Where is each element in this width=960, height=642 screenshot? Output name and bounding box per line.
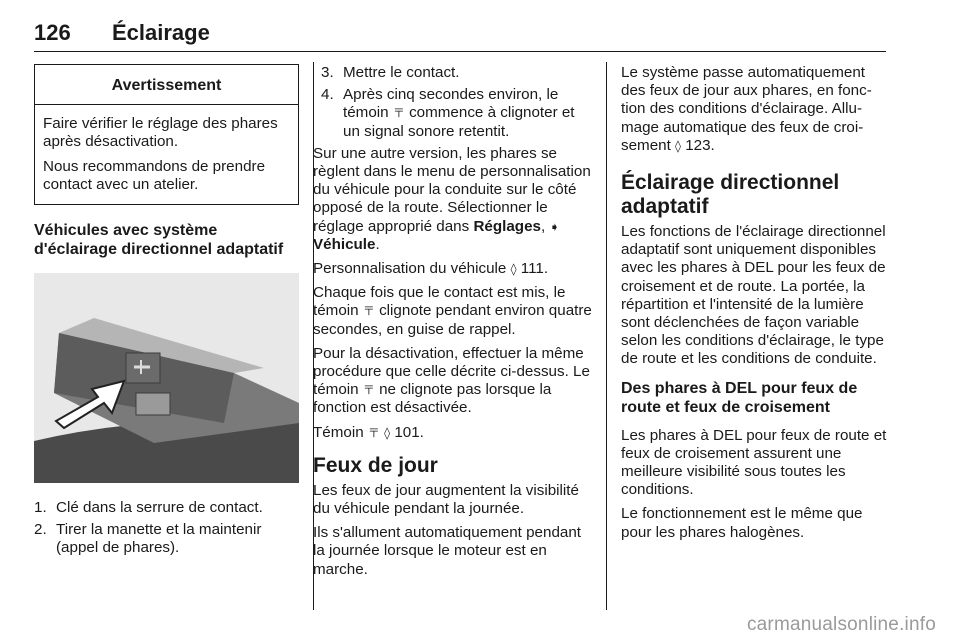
list-number: 1. [34, 499, 47, 517]
menu-path-settings: Réglages [473, 217, 541, 235]
paragraph-text: Personnalisation du véhicule [313, 260, 507, 278]
body-paragraph: Les feux de jour augmentent la visibilité du véhicule pendant la journée. [313, 481, 579, 518]
page-reference-icon: ◊ [510, 262, 517, 277]
subheading: Des phares à DEL pour feux de route et feux de croisement [621, 379, 858, 416]
page-reference: 111. [520, 260, 549, 278]
subheading: Véhicules avec système d'éclairage directionnel adaptatif [34, 222, 284, 259]
paragraph-text: Témoin [313, 423, 364, 441]
paragraph-text: ne clignote pas lorsque la fonction est désactivée. [313, 381, 552, 417]
lamp-icon: 〒 [362, 304, 375, 319]
watermark: carmanualsonline.info [746, 614, 936, 635]
menu-path-vehicle: Véhicule [313, 235, 376, 253]
warning-title: Avertissement [35, 65, 298, 105]
menu-arrow-icon: ➧ [549, 219, 560, 234]
warning-box [34, 64, 299, 205]
body-paragraph [313, 284, 593, 339]
paragraph-text: Pour la désactivation, effectuer la même procédure que celle décrite ci-dessus. Le témoin [313, 344, 590, 399]
body-paragraph: Les fonctions de l'éclairage directionnel adaptatif sont uniquement disponibles avec les phares à DEL pour les feux de croisement et de route. La portée, la répartition et l'intensité de la lumière sont déclenchées de façon variable selon les conditions d'éclairage, le type de route et les conditions de conduite. [621, 223, 886, 368]
page-number: 126 [34, 20, 71, 45]
lamp-icon: 〒 [367, 425, 380, 440]
page-reference: 101. [394, 423, 424, 441]
body-paragraph [621, 64, 889, 155]
section-title: Éclairage directionnel adaptatif [621, 171, 840, 219]
body-paragraph: Les phares à DEL pour feux de route et feux de croisement assurent une meilleure visibilité sous toutes les conditions. [621, 426, 887, 499]
list-text-part: Après cinq secondes environ, le témoin [343, 86, 559, 122]
lamp-icon: 〒 [392, 106, 405, 121]
lamp-icon: 〒 [362, 383, 375, 398]
page-reference: 123. [685, 136, 715, 154]
paragraph-text: Le système passe automatiquement des feux de jour aux phares, en fonction des conditions d'éclairage. Allumage automatique des feux de croisement [621, 64, 872, 154]
page-reference-icon: ◊ [675, 138, 681, 153]
page-header-title: Éclairage [112, 20, 210, 45]
list-text: Mettre le contact. [343, 64, 460, 81]
body-paragraph [313, 424, 593, 442]
list-item [313, 86, 593, 141]
header-rule [34, 51, 886, 52]
stalk-lever-drawing [34, 273, 299, 483]
column-2 [313, 64, 593, 585]
list-text: Tirer la manette et la maintenir (appel de phares). [56, 521, 262, 557]
list-item [34, 521, 299, 557]
list-number: 3. [321, 64, 334, 81]
paragraph-text: Sur une autre version, les phares se règlent dans le menu de personnalisation du véhicule pour la conduite sur le côté opposé de la route. Sélectionner le réglage approprié dans [313, 144, 591, 235]
list-text: Clé dans la serrure de contact. [56, 499, 263, 517]
body-paragraph: Sur une autre version, les phares se règlent dans le menu de personnalisation du véhicule pour la conduite sur le côté opposé de la route. Sélectionner le réglage approprié dans Réglages, ➧ Véhicule. [313, 144, 591, 253]
column-3 [621, 64, 889, 548]
warning-paragraph: Faire vérifier le réglage des phares après désactivation. [43, 115, 278, 151]
column-1 [34, 64, 299, 562]
list-text-part: commence à clignoter et un signal sonore retentit. [343, 104, 575, 140]
paragraph-text: clignote pendant environ quatre secondes, en guise de rappel. [313, 302, 592, 338]
body-paragraph [313, 260, 593, 278]
list-text [343, 86, 593, 141]
list-item [34, 499, 299, 517]
paragraph-text: Chaque fois que le contact est mis, le témoin [313, 284, 566, 320]
column-divider-right [606, 62, 607, 610]
page-reference-icon: ◊ [384, 425, 391, 440]
list-item [313, 64, 593, 82]
warning-paragraph: Nous recommandons de prendre contact avec un atelier. [43, 157, 266, 193]
list-number: 4. [321, 86, 334, 104]
section-title: Feux de jour [313, 453, 438, 477]
headlight-stalk-illustration [34, 273, 299, 483]
body-paragraph: Ils s'allument automatiquement pendant la journée lorsque le moteur est en marche. [313, 524, 581, 578]
list-number: 2. [34, 521, 47, 539]
body-paragraph [313, 345, 593, 418]
warning-body [35, 105, 298, 204]
body-paragraph: Le fonctionnement est le même que pour les phares halogènes. [621, 505, 863, 541]
